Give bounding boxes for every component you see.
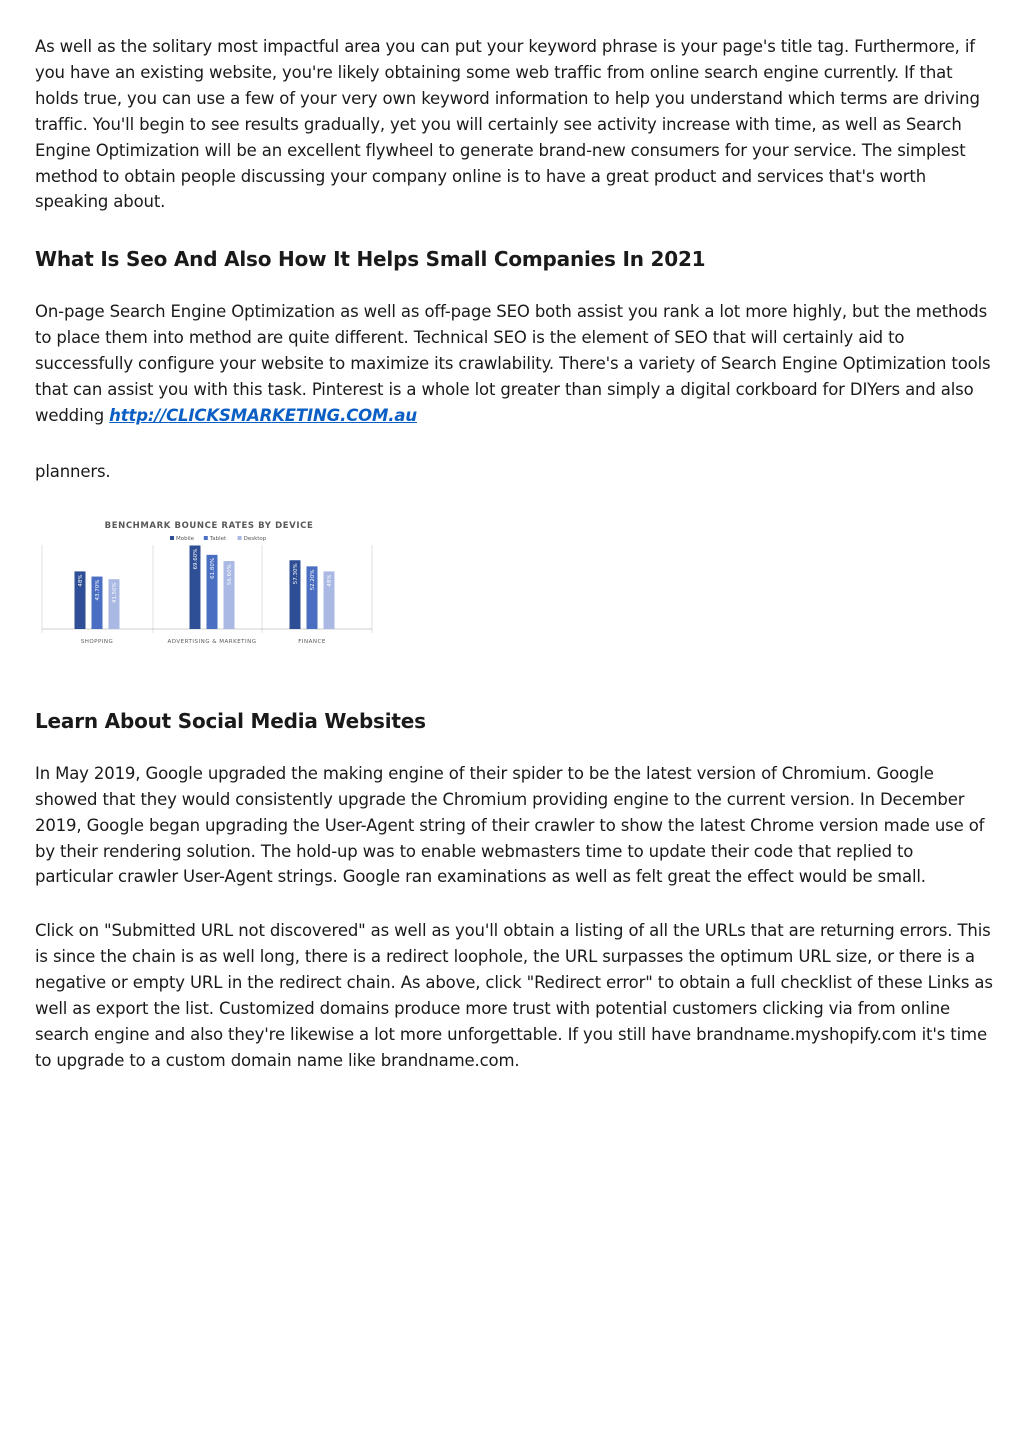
bar-label-desktop-3: 48% [327, 574, 333, 587]
paragraph-planners: planners. [35, 461, 111, 481]
bar-label-tablet-3: 52.20% [310, 569, 316, 591]
bar-label-tablet-2: 61.80% [210, 557, 216, 579]
category-label-1: SHOPPING [80, 638, 114, 645]
bar-label-desktop-2: 56.60% [227, 563, 233, 585]
bar-label-mobile-1: 48% [78, 574, 84, 587]
category-label-2: ADVERTISING & MARKETING [167, 638, 257, 645]
legend-label-mobile: Mobile [176, 535, 195, 542]
paragraph-onpage [35, 299, 995, 429]
bar-label-mobile-2: 69.60% [193, 548, 199, 570]
heading-seo: What Is Seo And Also How It Helps Small Companies In 2021 [35, 247, 706, 272]
paragraph-intro: As well as the solitary most impactful area you can put your keyword phrase is your page's title tag. Furthermore, if you have an existing website, you're likely obtaining some web traffic from online search engine currently. If that holds true, you can use a few of your very own keyword information to help you understand which terms are driving traffic. You'll begin to see results gradually, yet you will certainly see activity increase with time, as well as Search Engine Optimization will be an excellent flywheel to generate brand-new consumers for your service. The simplest method to obtain people discussing your company online is to have a great product and services that's worth speaking about. [35, 37, 980, 212]
clicksmarketing-link[interactable]: http://CLICKSMARKETING.COM.au [109, 405, 418, 425]
legend-label-desktop: Desktop [243, 535, 267, 542]
category-label-3: FINANCE [298, 638, 326, 645]
paragraph-onpage-text: On-page Search Engine Optimization as well as off-page SEO both assist you rank a lot more highly, but the methods to place them into method are quite different. Technical SEO is the element of SEO that will certainly aid to successfully configure your website to maximize its crawlability. There's a variety of Search Engine Optimization tools that can assist you with this task. Pinterest is a whole lot greater than simply a digital corkboard for DIYers and also wedding [35, 302, 991, 425]
paragraph-submitted: Click on "Submitted URL not discovered" as well as you'll obtain a listing of all the URLs that are returning errors. This is since the chain is as well long, there is a redirect loophole, the URL surpasses the optimum URL size, or there is a negative or empty URL in the redirect chain. As above, click "Redirect error" to obtain a full checklist of these Links as well as export the list. Customized domains produce more trust with potential customers clicking via from online search engine and also they're likewise a lot more unforgettable. If you still have brandname.myshopify.com it's time to upgrade to a custom domain name like brandname.com. [35, 921, 993, 1070]
bar-label-desktop-1: 41.50% [112, 581, 118, 603]
legend-label-tablet: Tablet [209, 535, 227, 542]
chart-title: BENCHMARK BOUNCE RATES BY DEVICE [104, 520, 314, 531]
bar-label-mobile-3: 57.30% [293, 563, 299, 585]
legend-swatch-tablet [204, 536, 208, 540]
bounce-rate-chart-svg [40, 509, 376, 669]
heading-social: Learn About Social Media Websites [35, 708, 426, 733]
legend-swatch-mobile [170, 536, 174, 540]
bar-label-tablet-1: 43.70% [95, 579, 101, 601]
bounce-rate-chart [40, 509, 376, 669]
paragraph-chromium: In May 2019, Google upgraded the making engine of their spider to be the latest version of Chromium. Google showed that they would consistently upgrade the Chromium providing engine to the current version. In December 2019, Google began upgrading the User-Agent string of their crawler to show the latest Chrome version made use of by their rendering solution. The hold-up was to enable webmasters time to update their code that replied to particular crawler User-Agent strings. Google ran examinations as well as felt great the effect would be small. [35, 763, 985, 887]
legend-swatch-desktop [238, 536, 242, 540]
document-body [35, 34, 995, 1074]
